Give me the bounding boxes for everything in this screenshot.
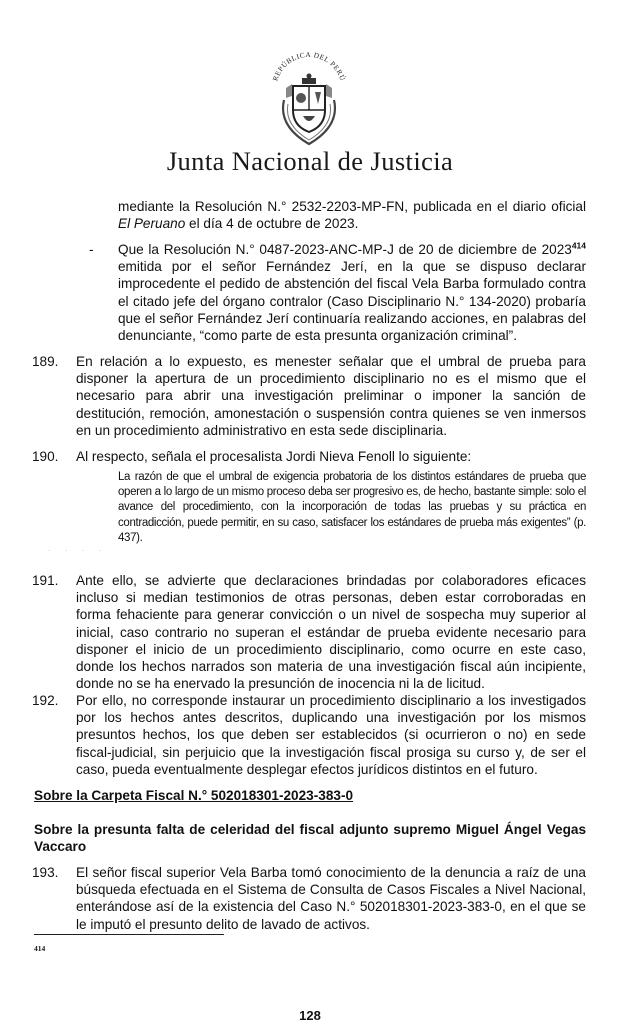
coat-of-arms-seal [266, 48, 352, 148]
paragraph-text: El señor fiscal superior Vela Barba tomó conocimiento de la denuncia a raíz de una búsqueda efectuada en el Sistema de Consulta de Casos Fiscales a Nivel Nacional, enterándose así de la existencia del Caso N.° 502018301-2023-383-0, en el que se le imputó el presunto delito de lavado de activos. [76, 865, 586, 932]
dash-item-text-a: Que la Resolución N.° 0487-2023-ANC-MP-J de 20 de diciembre de 2023 [118, 242, 572, 257]
paragraph-190 [32, 448, 586, 465]
svg-text:REPÚBLICA DEL PERÚ: REPÚBLICA DEL PERÚ [271, 50, 347, 83]
scan-speckle: · · · · [48, 546, 108, 555]
paragraph-189 [32, 353, 586, 439]
page-number: 128 [299, 1008, 321, 1023]
paragraph-number: 190. [32, 449, 59, 464]
continued-paragraph [118, 198, 586, 232]
newspaper-name: El Peruano [118, 216, 186, 232]
section-heading: Sobre la Carpeta Fiscal N.° 502018301-2023-383-0 [34, 788, 354, 803]
institution-name: Junta Nacional de Justicia [166, 146, 454, 176]
footnote-reference: 414 [571, 240, 586, 251]
paragraph-number: 189. [32, 354, 59, 369]
paragraph-text: En relación a lo expuesto, es menester señalar que el umbral de prueba para disponer la apertura de un procedimiento disciplinario no es el mismo que el necesario para abrir una investigación preliminar o imponer la sanción de destitución, remoción, amonestación o suspensión contra quienes se ven inmersos en un procedimiento administrativo en esta sede disciplinaria. [76, 354, 586, 438]
footnote-divider [34, 934, 224, 935]
dash-item-text-b: emitida por el señor Fernández Jerí, en la que se dispuso declarar improcedente el pedido de abstención del fiscal Vela Barba formulado contra el citado jefe del órgano contralor (Caso Disciplinario N.° 134-2020) probaría que el señor Fernández Jerí continuaría realizando acciones, en palabras del denunciante, “como parte de esta presunta organización criminal”. [118, 259, 586, 344]
paragraph-text: Al respecto, señala el procesalista Jordi Nieva Fenoll lo siguiente: [76, 449, 472, 464]
paragraph-text: Ante ello, se advierte que declaraciones brindadas por colaboradores eficaces incluso si median testimonios de otras personas, deben estar corroboradas en forma fehaciente para generar convicción o un nivel de sospecha muy superior al inicial, caso contrario no superan el estándar de prueba evidente necesario para disponer el inicio de un procedimiento disciplinario, como ocurre en este caso, donde los hechos narrados son materia de una investigación fiscal aún incipiente, donde no se ha enervado la presunción de inocencia ni la de licitud. [76, 573, 586, 692]
subsection-heading: Sobre la presunta falta de celeridad del fiscal adjunto supremo Miguel Ángel Vegas Vaccaro [34, 822, 586, 855]
continued-text-b: el día 4 de octubre de 2023. [185, 216, 359, 232]
dash-bullet: - [89, 242, 94, 257]
paragraph-number: 191. [32, 573, 59, 588]
paragraph-192 [32, 692, 586, 778]
paragraph-191 [32, 572, 586, 692]
block-quote: La razón de que el umbral de exigencia probatoria de los distintos estándares de prueba que operen a lo largo de un mismo proceso deba ser progresivo es, de hecho, bastante simple: solo el avance del procedimiento, con la incorporación de todas las pruebas y su práctica en contradicción, puede permitir, en su caso, satisfacer los estándares de prueba más exigentes” (p. 437). [118, 471, 586, 544]
paragraph-number: 192. [32, 693, 59, 708]
dash-list-item [89, 240, 586, 344]
paragraph-number: 193. [32, 865, 59, 880]
continued-text-a: mediante la Resolución N.° 2532-2203-MP-FN, publicada en el diario oficial [118, 199, 586, 214]
paragraph-193 [32, 864, 586, 933]
footnote-number: 414 [34, 944, 46, 953]
paragraph-text: Por ello, no corresponde instaurar un procedimiento disciplinario a los investigados por los hechos antes descritos, duplicando una investigación por los mismos presuntos hechos, los que deben ser establecidos (si ocurrieron o no) en sede fiscal-judicial, sin perjuicio que la investigación fiscal prosiga su curso y, de ser el caso, pueda eventualmente desplegar efectos jurídicos distintos en el futuro. [76, 693, 586, 777]
